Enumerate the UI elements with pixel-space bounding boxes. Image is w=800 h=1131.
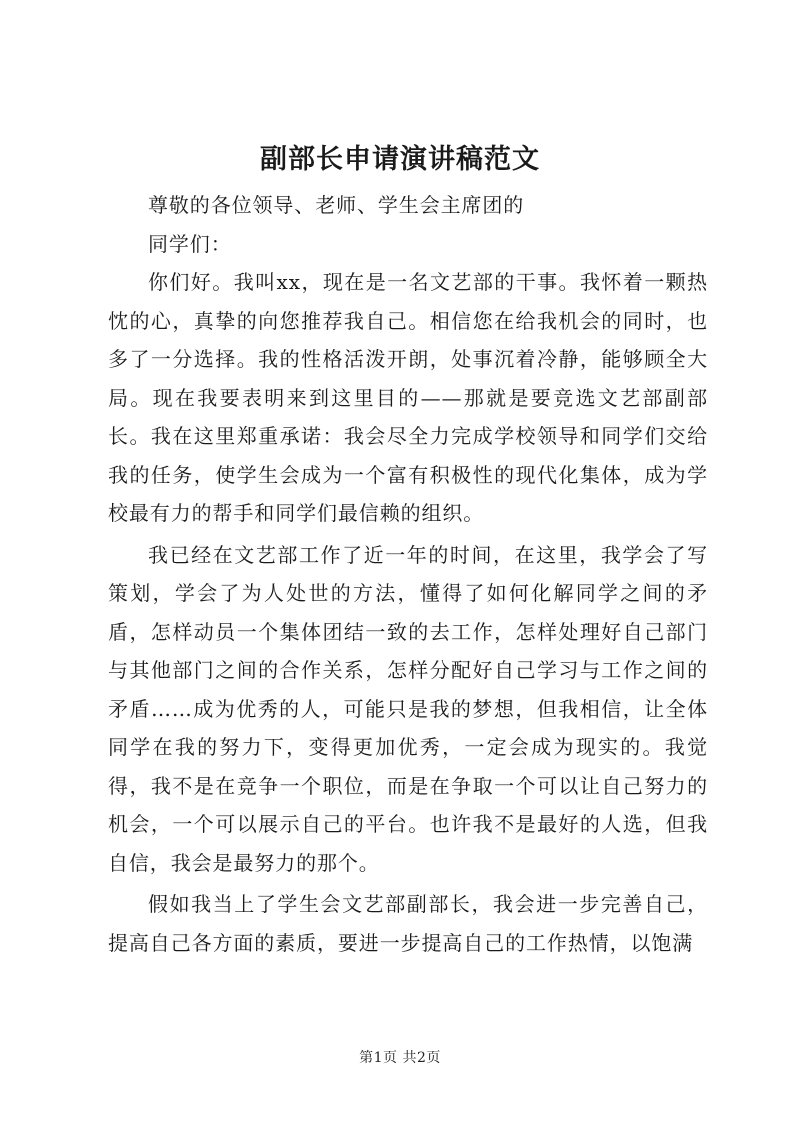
paragraph-plan: 假如我当上了学生会文艺部副部长，我会进一步完善自己，提高自己各方面的素质，要进一步提高自己的工作热情，以饱满 [108,892,708,955]
document-title: 副部长申请演讲稿范文 [260,144,540,175]
salutation-continued: 同学们： [148,231,232,256]
document-body [108,186,708,962]
paragraph-experience: 我已经在文艺部工作了近一年的时间，在这里，我学会了写策划，学会了为人处世的方法，懂得了如何化解同学之间的矛盾，怎样动员一个集体团结一致的去工作，怎样处理好自己部门与其他部门之间的合作关系，怎样分配好自己学习与工作之间的矛盾……成为优秀的人，可能只是我的梦想，但我相信，让全体同学在我的努力下，变得更加优秀，一定会成为现实的。我觉得，我不是在竞争一个职位，而是在争取一个可以让自己努力的机会，一个可以展示自己的平台。也许我不是最好的人选，但我自信，我会是最努力的那个。 [108,542,708,875]
page-footer [0,1048,800,1068]
page-number-label: 第1页 共2页 [359,1050,441,1066]
paragraph-introduction: 你们好。我叫xx，现在是一名文艺部的干事。我怀着一颗热忱的心，真挚的向您推荐我自己。相信您在给我机会的同时，也多了一分选择。我的性格活泼开朗，处事沉着冷静，能够顾全大局。现在我要表明来到这里目的——那就是要竞选文艺部副部长。我在这里郑重承诺：我会尽全力完成学校领导和同学们交给我的任务，使学生会成为一个富有积极性的现代化集体，成为学校最有力的帮手和同学们最信赖的组织。 [108,270,708,525]
salutation-line: 尊敬的各位领导、老师、学生会主席团的 [148,193,525,217]
